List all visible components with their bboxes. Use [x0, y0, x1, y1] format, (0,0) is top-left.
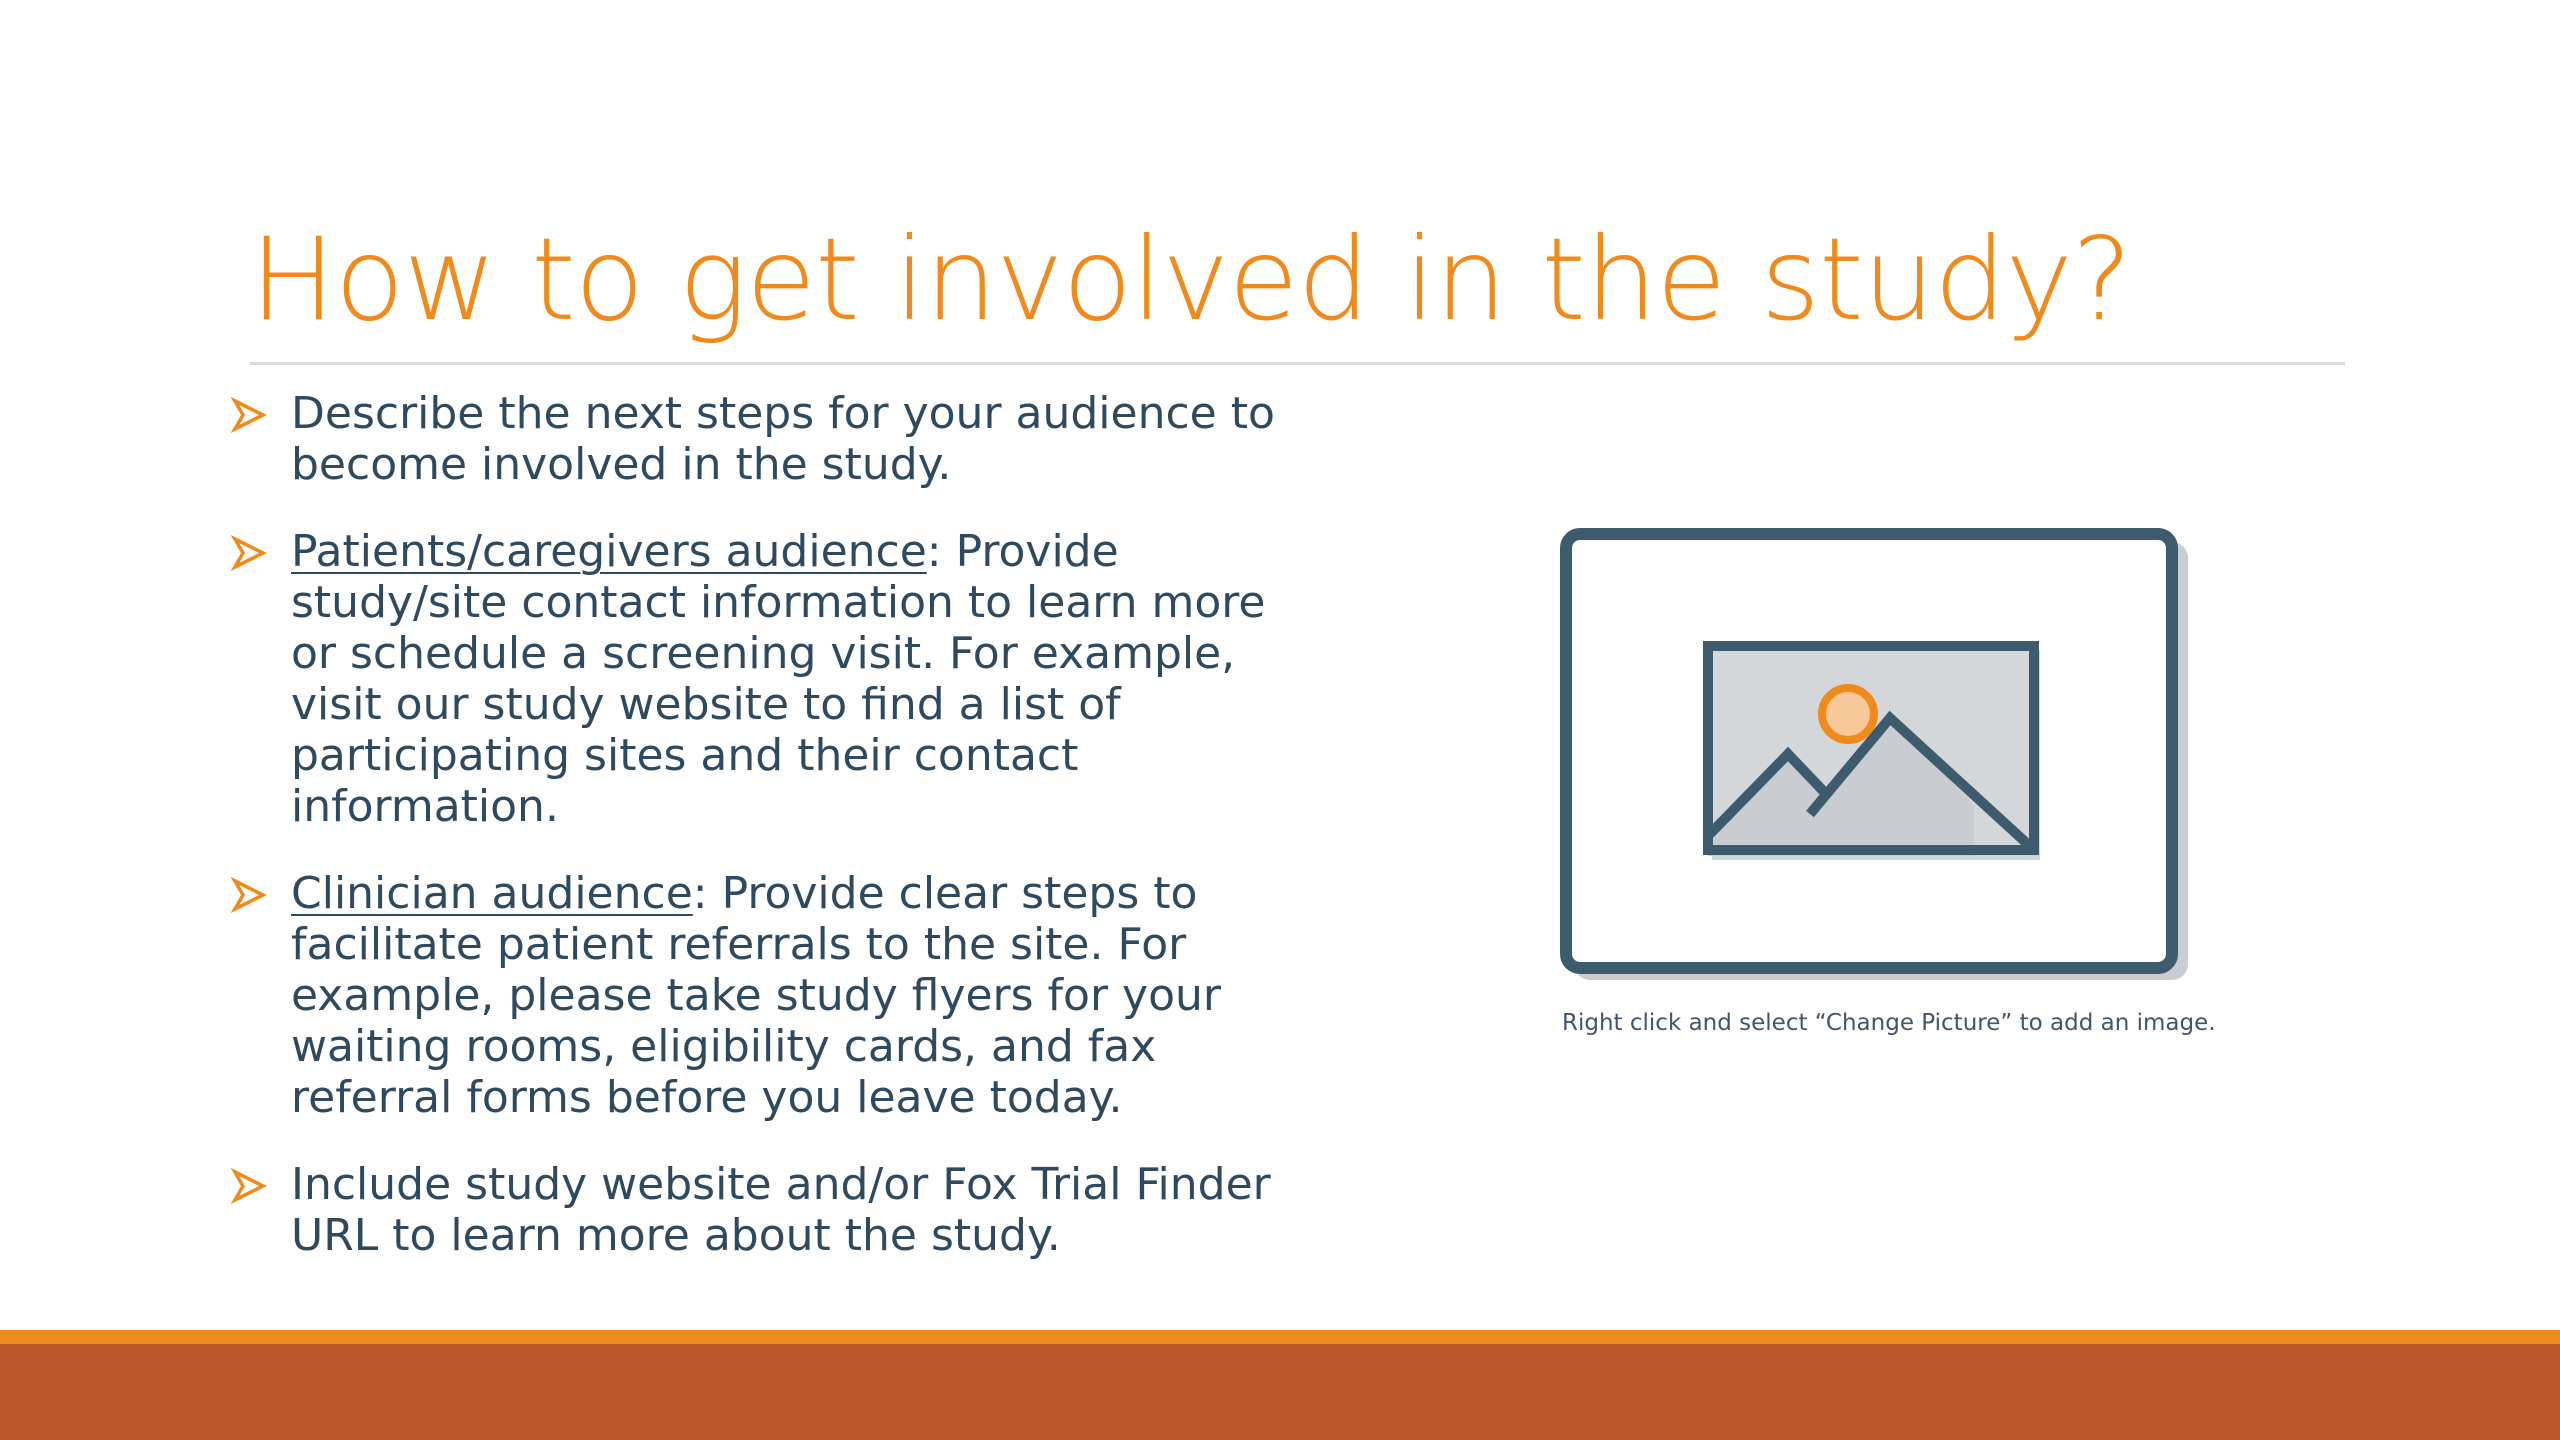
bullet-text: : Provide study/site contact information to learn more or schedule a screening visit. For example, visit our study website to find a list of participating sites and their contact information. — [291, 526, 1266, 832]
bullet-item — [230, 526, 1290, 832]
bullet-text: Describe the next steps for your audience to become involved in the study. — [291, 388, 1275, 490]
picture-placeholder-icon[interactable] — [1560, 528, 2200, 988]
bullet-item — [230, 1159, 1290, 1261]
bullet-list[interactable] — [230, 388, 1290, 1297]
footer-accent-bar — [0, 1330, 2560, 1344]
bullet-item — [230, 388, 1290, 490]
slide-title[interactable]: How to get involved in the study? — [250, 213, 2132, 346]
picture-caption: Right click and select “Change Picture” to add an image. — [1562, 1010, 2216, 1036]
arrow-bullet-icon — [230, 876, 268, 914]
bullet-text: : Provide clear steps to facilitate patient referrals to the site. For example, please take study flyers for your waiting rooms, eligibility cards, and fax referral forms before you leave today. — [291, 868, 1221, 1123]
bullet-underlined-text: Patients/caregivers audience — [291, 526, 927, 577]
title-divider — [250, 362, 2345, 365]
bullet-item — [230, 868, 1290, 1123]
bullet-text: Include study website and/or Fox Trial Finder URL to learn more about the study. — [291, 1159, 1271, 1261]
arrow-bullet-icon — [230, 1167, 268, 1205]
arrow-bullet-icon — [230, 534, 268, 572]
footer-bar — [0, 1344, 2560, 1440]
arrow-bullet-icon — [230, 396, 268, 434]
bullet-underlined-text: Clinician audience — [291, 868, 693, 919]
